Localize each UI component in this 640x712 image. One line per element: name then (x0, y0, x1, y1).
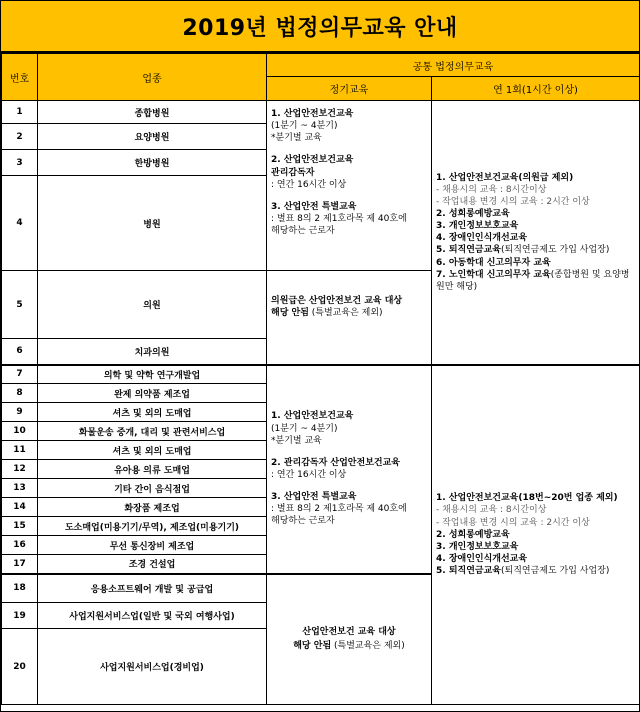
regular-c-line: 해당하는 근로자 (271, 516, 335, 527)
regular-a-line: : 연간 16시간 이상 (271, 179, 347, 190)
row-num: 15 (2, 517, 38, 536)
regular-c-line: *분기별 교육 (271, 435, 322, 446)
row-industry: 종합병원 (38, 101, 267, 124)
regular-c-line: : 연간 16시간 이상 (271, 470, 347, 480)
annual-a-note: (종합병원 및 요양병원만 해당) (436, 269, 630, 292)
regular-c-line: 1. 산업안전보건교육 (271, 411, 354, 422)
annual-b-line: - 채용시의 교육 : 8시간이상 (436, 505, 547, 516)
regular-a-line: : 별표 8의 2 제1호라목 제 40호에 (271, 213, 407, 224)
row-num: 4 (2, 176, 38, 271)
regular-a-line: 3. 산업안전 특별교육 (271, 201, 357, 212)
table-row (2, 365, 640, 384)
table-row (2, 101, 640, 124)
row-industry: 요양병원 (38, 124, 267, 150)
header-common: 공통 법정의무교육 (267, 54, 640, 77)
row-num: 16 (2, 536, 38, 555)
row-industry: 완제 의약품 제조업 (38, 384, 267, 403)
row-num: 19 (2, 603, 38, 629)
regular-a-line: 관리감독자 (271, 167, 315, 178)
regular-a-line: (1분기 ~ 4분기) (271, 121, 338, 132)
row-num: 9 (2, 403, 38, 422)
row-num: 12 (2, 460, 38, 479)
page-title: 2019년 법정의무교육 안내 (1, 1, 639, 53)
regular-a-line: 2. 산업안전보건교육 (271, 155, 354, 166)
regular-d-line (267, 639, 431, 653)
regular-education-b (267, 271, 432, 365)
regular-a-line: 해당하는 근로자 (271, 226, 335, 237)
row-industry: 무선 통신장비 제조업 (38, 536, 267, 555)
annual-b-line: 2. 성희롱예방교육 (436, 529, 510, 540)
annual-b-line (436, 565, 635, 577)
annual-a-label: 5. 퇴직연금교육 (436, 245, 501, 256)
row-num: 6 (2, 339, 38, 365)
annual-a-line (436, 269, 635, 293)
row-num: 11 (2, 441, 38, 460)
row-industry: 한방병원 (38, 150, 267, 176)
row-industry: 응용소프트웨어 개발 및 공급업 (38, 574, 267, 603)
regular-b-line (271, 307, 427, 319)
row-num: 20 (2, 629, 38, 705)
row-industry: 유아용 의류 도매업 (38, 460, 267, 479)
row-num: 1 (2, 101, 38, 124)
annual-b-label: 5. 퇴직연금교육 (436, 566, 501, 577)
regular-a-line: *분기별 교육 (271, 133, 322, 144)
row-industry: 화장품 제조업 (38, 498, 267, 517)
annual-b-line: 3. 개인정보보호교육 (436, 541, 519, 552)
annual-education-b (432, 365, 640, 705)
regular-b-line: 의원급은 산업안전보건 교육 대상 (271, 296, 403, 306)
row-industry: 셔츠 및 외의 도매업 (38, 441, 267, 460)
regular-education-c (267, 365, 432, 574)
annual-a-line (436, 244, 635, 256)
regular-c-line: : 별표 8의 2 제1호라목 제 40호에 (271, 504, 407, 515)
row-num: 7 (2, 365, 38, 384)
annual-b-line: - 작업내용 변경 시의 교육 : 2시간 이상 (436, 517, 590, 528)
row-num: 2 (2, 124, 38, 150)
regular-d-note: (특별교육은 제외) (331, 641, 405, 652)
regular-d-label: 해당 안됨 (293, 641, 332, 652)
regular-c-line: (1분기 ~ 4분기) (271, 423, 338, 434)
regular-education-d (267, 574, 432, 705)
annual-a-line: 4. 장애인인식개선교육 (436, 233, 528, 244)
row-industry: 의학 및 약학 연구개발업 (38, 365, 267, 384)
row-industry: 사업지원서비스업(경비업) (38, 629, 267, 705)
header-annual: 연 1회(1시간 이상) (432, 77, 640, 101)
header-regular: 정기교육 (267, 77, 432, 101)
row-industry: 조경 건설업 (38, 555, 267, 574)
annual-a-line: - 작업내용 변경 시의 교육 : 2시간 이상 (436, 196, 590, 207)
annual-a-line: 3. 개인정보보호교육 (436, 221, 519, 232)
row-industry: 사업지원서비스업(일반 및 국외 여행사업) (38, 603, 267, 629)
annual-a-label: 7. 노인학대 신고의무자 교육 (436, 269, 551, 280)
annual-b-line: 1. 산업안전보건교육(18번~20번 업종 제외) (436, 493, 618, 504)
education-table (1, 53, 640, 705)
annual-a-note: (퇴직연금제도 가입 사업장) (500, 245, 610, 256)
header-num: 번호 (2, 54, 38, 101)
row-num: 5 (2, 271, 38, 339)
annual-a-line: 6. 아동학대 신고의무자 교육 (436, 257, 551, 268)
row-industry: 셔츠 및 외의 도매업 (38, 403, 267, 422)
regular-c-line: 2. 관리감독자 산업안전보건교육 (271, 457, 400, 468)
row-num: 3 (2, 150, 38, 176)
regular-education-a (267, 101, 432, 271)
row-num: 13 (2, 479, 38, 498)
regular-c-line: 3. 산업안전 특별교육 (271, 492, 357, 503)
annual-a-line: 1. 산업안전보건교육(의원급 제외) (436, 172, 574, 183)
row-num: 14 (2, 498, 38, 517)
row-num: 8 (2, 384, 38, 403)
row-num: 17 (2, 555, 38, 574)
annual-a-line: - 채용시의 교육 : 8시간이상 (436, 184, 547, 195)
regular-a-line: 1. 산업안전보건교육 (271, 109, 354, 119)
annual-a-line: 2. 성희롱예방교육 (436, 208, 510, 219)
annual-b-note: (퇴직연금제도 가입 사업장) (500, 566, 610, 577)
annual-b-line: 4. 장애인인식개선교육 (436, 553, 528, 564)
row-industry: 기타 간이 음식점업 (38, 479, 267, 498)
row-industry: 병원 (38, 176, 267, 271)
annual-education-a (432, 101, 640, 365)
row-industry: 의원 (38, 271, 267, 339)
regular-b-note: (특별교육은 제외) (308, 308, 383, 319)
header-industry: 업종 (38, 54, 267, 101)
row-industry: 치과의원 (38, 339, 267, 365)
row-industry: 화물운송 중개, 대리 및 관련서비스업 (38, 422, 267, 441)
row-num: 10 (2, 422, 38, 441)
regular-b-label: 해당 안됨 (271, 308, 309, 319)
row-industry: 도소매업(미용기기/무역), 제조업(미용기기) (38, 517, 267, 536)
regular-d-line: 산업안전보건 교육 대상 (302, 626, 396, 637)
row-num: 18 (2, 574, 38, 603)
